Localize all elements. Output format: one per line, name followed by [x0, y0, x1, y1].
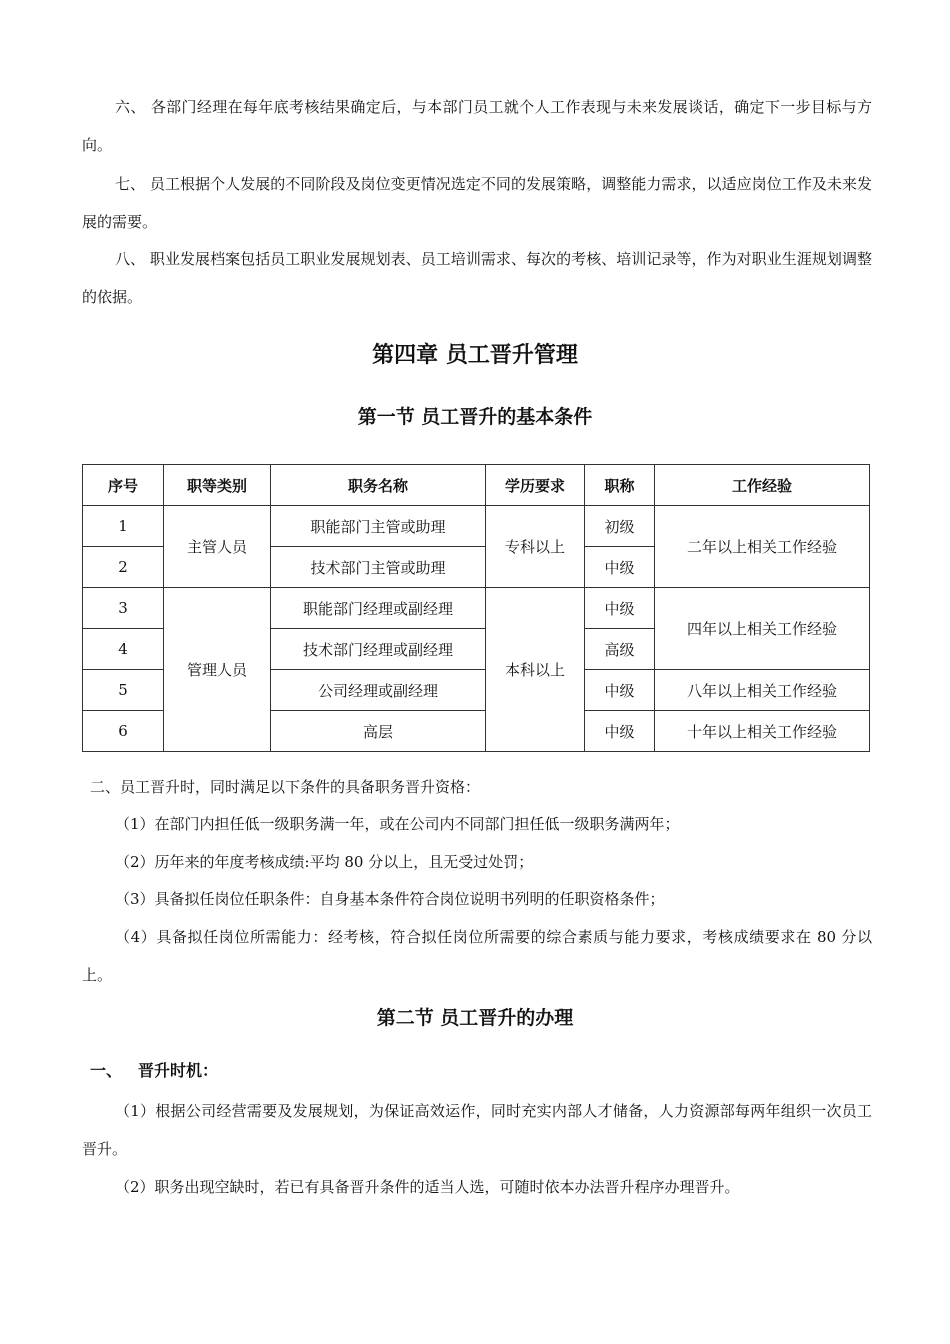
- condition-item: （1）在部门内担任低一级职务满一年，或在公司内不同部门担任低一级职务满两年；: [115, 815, 680, 833]
- timing-item: （2）职务出现空缺时，若已有具备晋升条件的适当人选，可随时依本办法晋升程序办理晋升。: [115, 1178, 740, 1196]
- cell-no: 3: [83, 588, 164, 629]
- cell-no: 4: [83, 629, 164, 670]
- header-cell: 职等类别: [164, 465, 271, 506]
- cell-experience: 二年以上相关工作经验: [655, 506, 870, 588]
- subheading-number: 一、: [90, 1061, 123, 1080]
- cell-category: 主管人员: [164, 506, 271, 588]
- table-header-row: [83, 465, 870, 506]
- condition-item: （2）历年来的年度考核成绩:平均 80 分以上，且无受过处罚；: [115, 853, 534, 871]
- header-cell: 学历要求: [486, 465, 585, 506]
- cell-position: 职能部门经理或副经理: [271, 588, 486, 629]
- cell-title: 初级: [585, 506, 655, 547]
- subheading-timing: [90, 1058, 218, 1081]
- cell-no: 1: [83, 506, 164, 547]
- cell-position: 高层: [271, 711, 486, 752]
- cell-position: 技术部门主管或助理: [271, 547, 486, 588]
- header-cell: 序号: [83, 465, 164, 506]
- section-title-2: 第二节 员工晋升的办理: [376, 1007, 574, 1029]
- cell-position: 职能部门主管或助理: [271, 506, 486, 547]
- cell-category: 管理人员: [164, 588, 271, 752]
- section-title-1: 第一节 员工晋升的基本条件: [357, 406, 593, 428]
- paragraph-7: 七、 员工根据个人发展的不同阶段及岗位变更情况选定不同的发展策略，调整能力需求，以适应岗位工作及未来发展的需要。: [82, 175, 872, 231]
- header-cell: 职称: [585, 465, 655, 506]
- cell-experience: 八年以上相关工作经验: [655, 670, 870, 711]
- cell-title: 中级: [585, 588, 655, 629]
- cell-no: 6: [83, 711, 164, 752]
- cell-title: 中级: [585, 711, 655, 752]
- cell-experience: 十年以上相关工作经验: [655, 711, 870, 752]
- condition-item: （4）具备拟任岗位所需能力：经考核，符合拟任岗位所需要的综合素质与能力要求，考核成绩要求在 80 分以上。: [82, 928, 872, 984]
- cell-title: 中级: [585, 547, 655, 588]
- cell-education: 专科以上: [486, 506, 585, 588]
- promotion-conditions-table: [82, 464, 870, 752]
- conditions-intro: 二、员工晋升时，同时满足以下条件的具备职务晋升资格：: [90, 778, 481, 796]
- paragraph-8: 八、 职业发展档案包括员工职业发展规划表、员工培训需求、每次的考核、培训记录等，作为对职业生涯规划调整的依据。: [82, 250, 872, 306]
- cell-education: 本科以上: [486, 588, 585, 752]
- cell-position: 技术部门经理或副经理: [271, 629, 486, 670]
- subheading-label: 晋升时机：: [138, 1061, 219, 1080]
- cell-title: 高级: [585, 629, 655, 670]
- timing-item: （1）根据公司经营需要及发展规划，为保证高效运作，同时充实内部人才储备，人力资源部每两年组织一次员工晋升。: [82, 1102, 872, 1158]
- header-cell: 工作经验: [655, 465, 870, 506]
- paragraph-6: 六、 各部门经理在每年底考核结果确定后，与本部门员工就个人工作表现与未来发展谈话，确定下一步目标与方向。: [82, 98, 872, 154]
- chapter-title: 第四章 员工晋升管理: [372, 343, 578, 368]
- cell-title: 中级: [585, 670, 655, 711]
- cell-no: 2: [83, 547, 164, 588]
- cell-no: 5: [83, 670, 164, 711]
- cell-position: 公司经理或副经理: [271, 670, 486, 711]
- header-cell: 职务名称: [271, 465, 486, 506]
- table-row: [83, 506, 870, 547]
- condition-item: （3）具备拟任岗位任职条件：自身基本条件符合岗位说明书列明的任职资格条件；: [115, 890, 665, 908]
- table-row: [83, 588, 870, 629]
- cell-experience: 四年以上相关工作经验: [655, 588, 870, 670]
